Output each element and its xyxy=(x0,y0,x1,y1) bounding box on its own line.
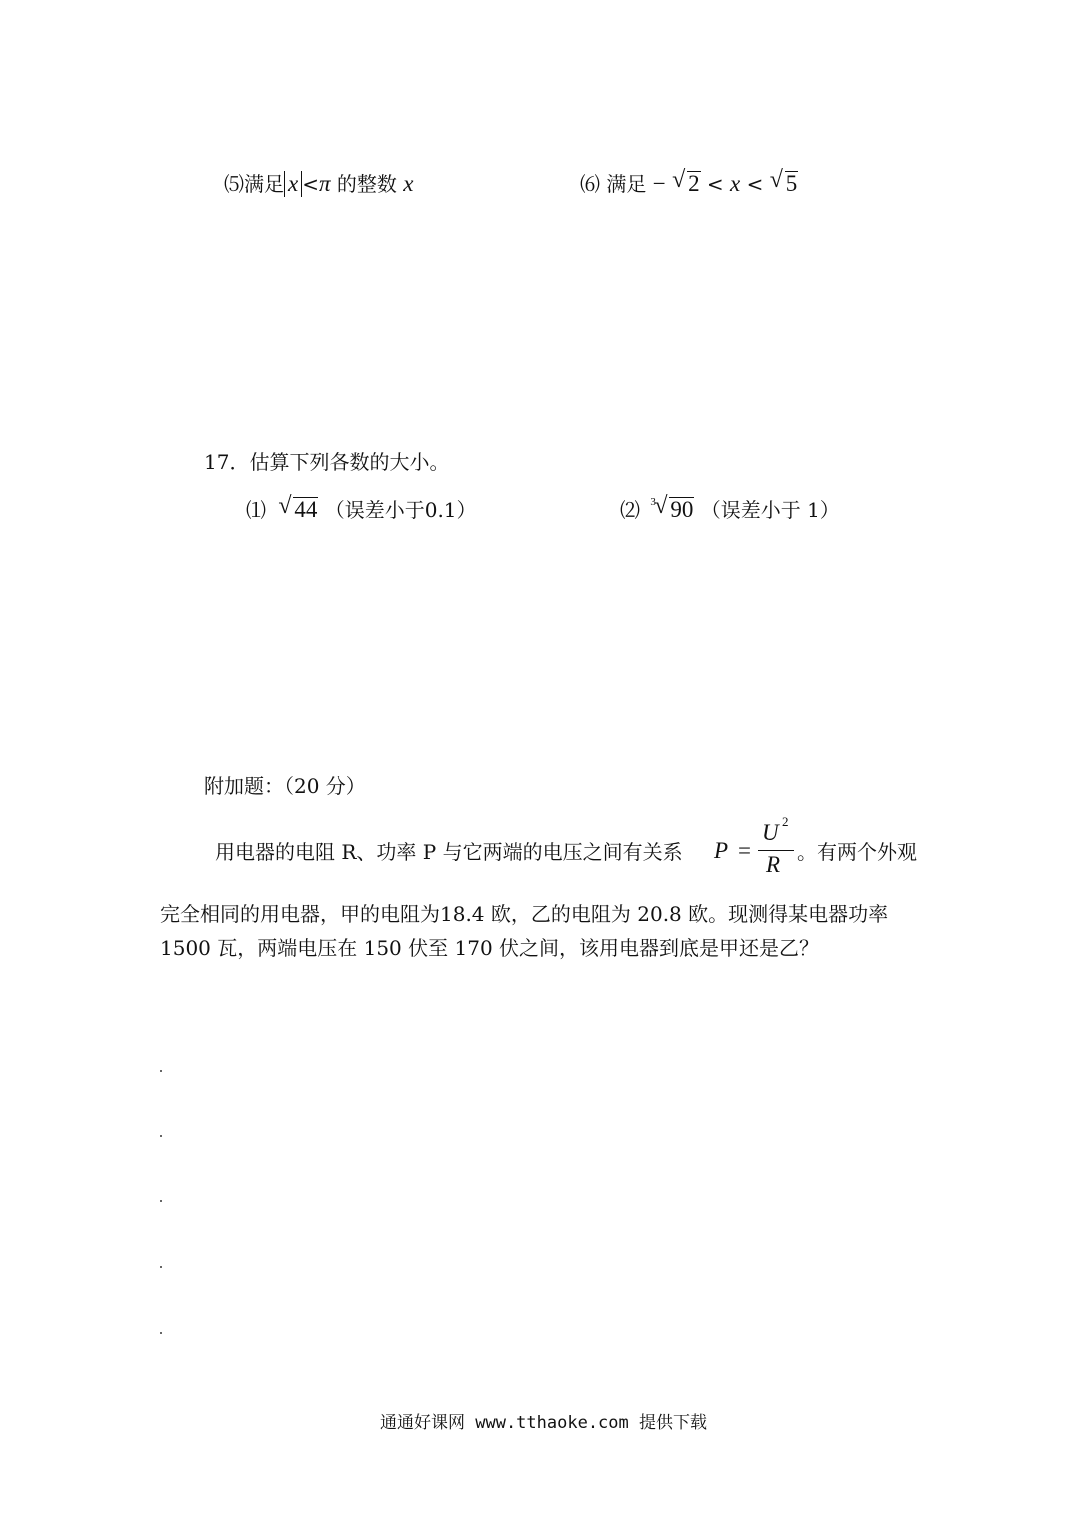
sqrt-44: √ 44 xyxy=(278,493,318,522)
var-x: x xyxy=(403,171,414,196)
formula-fraction xyxy=(758,814,794,877)
sqrt-5: √ 5 xyxy=(769,167,798,196)
margin-dot xyxy=(160,1332,162,1334)
q16-part6-label: ⑹ 满足 xyxy=(580,172,647,196)
q17-part1 xyxy=(246,493,477,524)
q16-part5-label: ⑸满足 xyxy=(224,172,284,196)
less-than: < xyxy=(302,172,319,196)
q17-part2-note: （误差小于 1） xyxy=(700,498,840,522)
bonus-line3: 1500 瓦，两端电压在 150 伏至 170 伏之间，该用电器到底是甲还是乙？ xyxy=(160,936,820,960)
margin-dot xyxy=(160,1135,162,1137)
sqrt-2: √ 2 xyxy=(672,167,700,196)
formula-eq: = xyxy=(738,838,751,863)
minus-sign: − xyxy=(652,171,666,196)
q17-part1-note: （误差小于0.1） xyxy=(324,498,477,522)
abs-value-x: x xyxy=(284,171,302,197)
formula-numerator: U xyxy=(762,820,779,845)
q17-part2 xyxy=(620,493,840,524)
formula-denominator: R xyxy=(766,852,781,877)
less-than-2: < xyxy=(746,172,764,196)
margin-dot xyxy=(160,1200,162,1202)
q17-title: 17．估算下列各数的大小。 xyxy=(204,450,450,474)
q16-part5 xyxy=(224,170,413,198)
margin-dot xyxy=(160,1070,162,1072)
cbrt-90-radicand: 90 xyxy=(670,497,694,522)
page-footer: 通通好课网 www.tthaoke.com 提供下载 xyxy=(380,1413,707,1433)
bonus-line2: 完全相同的用电器，甲的电阻为18.4 欧，乙的电阻为 20.8 欧。现测得某电器功率 xyxy=(160,902,889,926)
margin-dot xyxy=(160,1266,162,1268)
cbrt-index: 3 xyxy=(650,496,656,508)
q16-part6 xyxy=(580,167,798,198)
sqrt-44-radicand: 44 xyxy=(294,497,318,522)
sqrt-2-radicand: 2 xyxy=(688,171,700,196)
pi-symbol: π xyxy=(318,171,331,196)
bonus-heading: 附加题：（20 分） xyxy=(204,774,366,798)
q16-part5-text: 的整数 xyxy=(336,172,397,196)
fraction-bar xyxy=(758,850,794,851)
formula-exponent: 2 xyxy=(782,814,789,829)
q17-part2-label: ⑵ xyxy=(620,498,640,522)
var-x: x xyxy=(730,171,741,196)
less-than-1: < xyxy=(706,172,724,196)
sqrt-5-radicand: 5 xyxy=(785,171,798,196)
q17-part1-label: ⑴ xyxy=(246,498,266,522)
bonus-line1: 用电器的电阻 R、功率 P 与它两端的电压之间有关系 xyxy=(215,840,683,864)
formula-lhs: P xyxy=(714,838,729,863)
bonus-line1-end: 。有两个外观 xyxy=(797,840,917,864)
cbrt-90: 3 √ 90 xyxy=(654,496,694,524)
